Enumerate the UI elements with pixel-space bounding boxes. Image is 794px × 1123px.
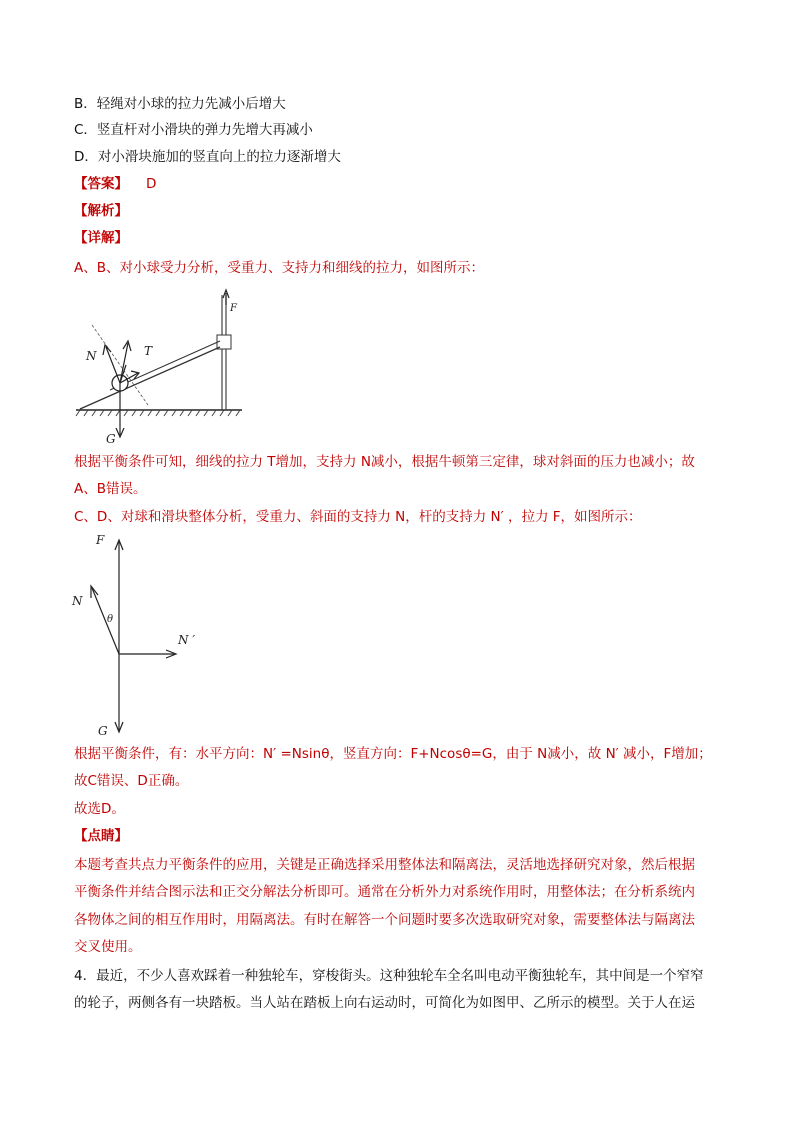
option-b: B．轻绳对小球的拉力先减小后增大 (74, 96, 286, 112)
tip-line-1: 本题考查共点力平衡条件的应用，关键是正确选择采用整体法和隔离法，灵活地选择研究对象，然后根据 (74, 857, 695, 873)
detail-paragraph-2-line-1: 根据平衡条件可知，细线的拉力 T增加，支持力 N减小，根据牛顿第三定律，球对斜面的压力也减小；故 (74, 454, 695, 470)
figure2-label-g: G (98, 724, 108, 738)
tip-tag: 【点睛】 (74, 828, 128, 844)
figure2-label-f: F (96, 533, 105, 547)
detail-paragraph-4-line-1: 根据平衡条件，有：水平方向：N′ =Nsinθ，竖直方向：F+Ncosθ=G，由于 N减小，故 N′ 减小，F增加； (74, 746, 712, 762)
detail-paragraph-4-line-2: 故C错误、D正确。 (74, 773, 189, 789)
figure1-label-f: F (230, 303, 237, 314)
answer-value: D (146, 176, 157, 192)
option-d: D．对小滑块施加的竖直向上的拉力逐渐增大 (74, 149, 341, 165)
figure-whole-force (70, 530, 220, 740)
figure1-label-g: G (106, 432, 116, 446)
detail-tag: 【详解】 (74, 230, 128, 246)
tip-line-3: 各物体之间的相互作用时，用隔离法。有时在解答一个问题时要多次选取研究对象，需要整体法与隔离法 (74, 912, 695, 928)
question-4-line-2: 的轮子，两侧各有一块踏板。当人站在踏板上向右运动时，可简化为如图甲、乙所示的模型。关于人在运 (74, 995, 695, 1011)
option-c: C．竖直杆对小滑块的弹力先增大再减小 (74, 122, 313, 138)
figure-ball-incline (70, 285, 250, 450)
detail-paragraph-2-line-2: A、B错误。 (74, 481, 147, 497)
detail-paragraph-1: A、B、对小球受力分析，受重力、支持力和细线的拉力，如图所示： (74, 260, 484, 276)
question-4-line-1: 4．最近，不少人喜欢踩着一种独轮车，穿梭街头。这种独轮车全名叫电动平衡独轮车，其中间是一个窄窄 (74, 968, 704, 984)
figure1-label-t: T (144, 344, 153, 358)
tip-line-4: 交叉使用。 (74, 939, 142, 955)
detail-paragraph-3: C、D、对球和滑块整体分析，受重力、斜面的支持力 N，杆的支持力 N′ ，拉力 F，如图所示： (74, 509, 642, 525)
figure2-label-theta: θ (107, 614, 114, 625)
figure2-label-n-prime: N ′ (178, 633, 196, 647)
detail-paragraph-5: 故选D。 (74, 801, 125, 817)
answer-line (74, 174, 156, 194)
analysis-tag: 【解析】 (74, 203, 128, 219)
answer-tag: 【答案】 (74, 176, 128, 192)
figure2-label-n: N (72, 594, 83, 608)
tip-line-2: 平衡条件并结合图示法和正交分解法分析即可。通常在分析外力对系统作用时，用整体法；在分析系统内 (74, 884, 695, 900)
figure1-label-n: N (86, 349, 97, 363)
